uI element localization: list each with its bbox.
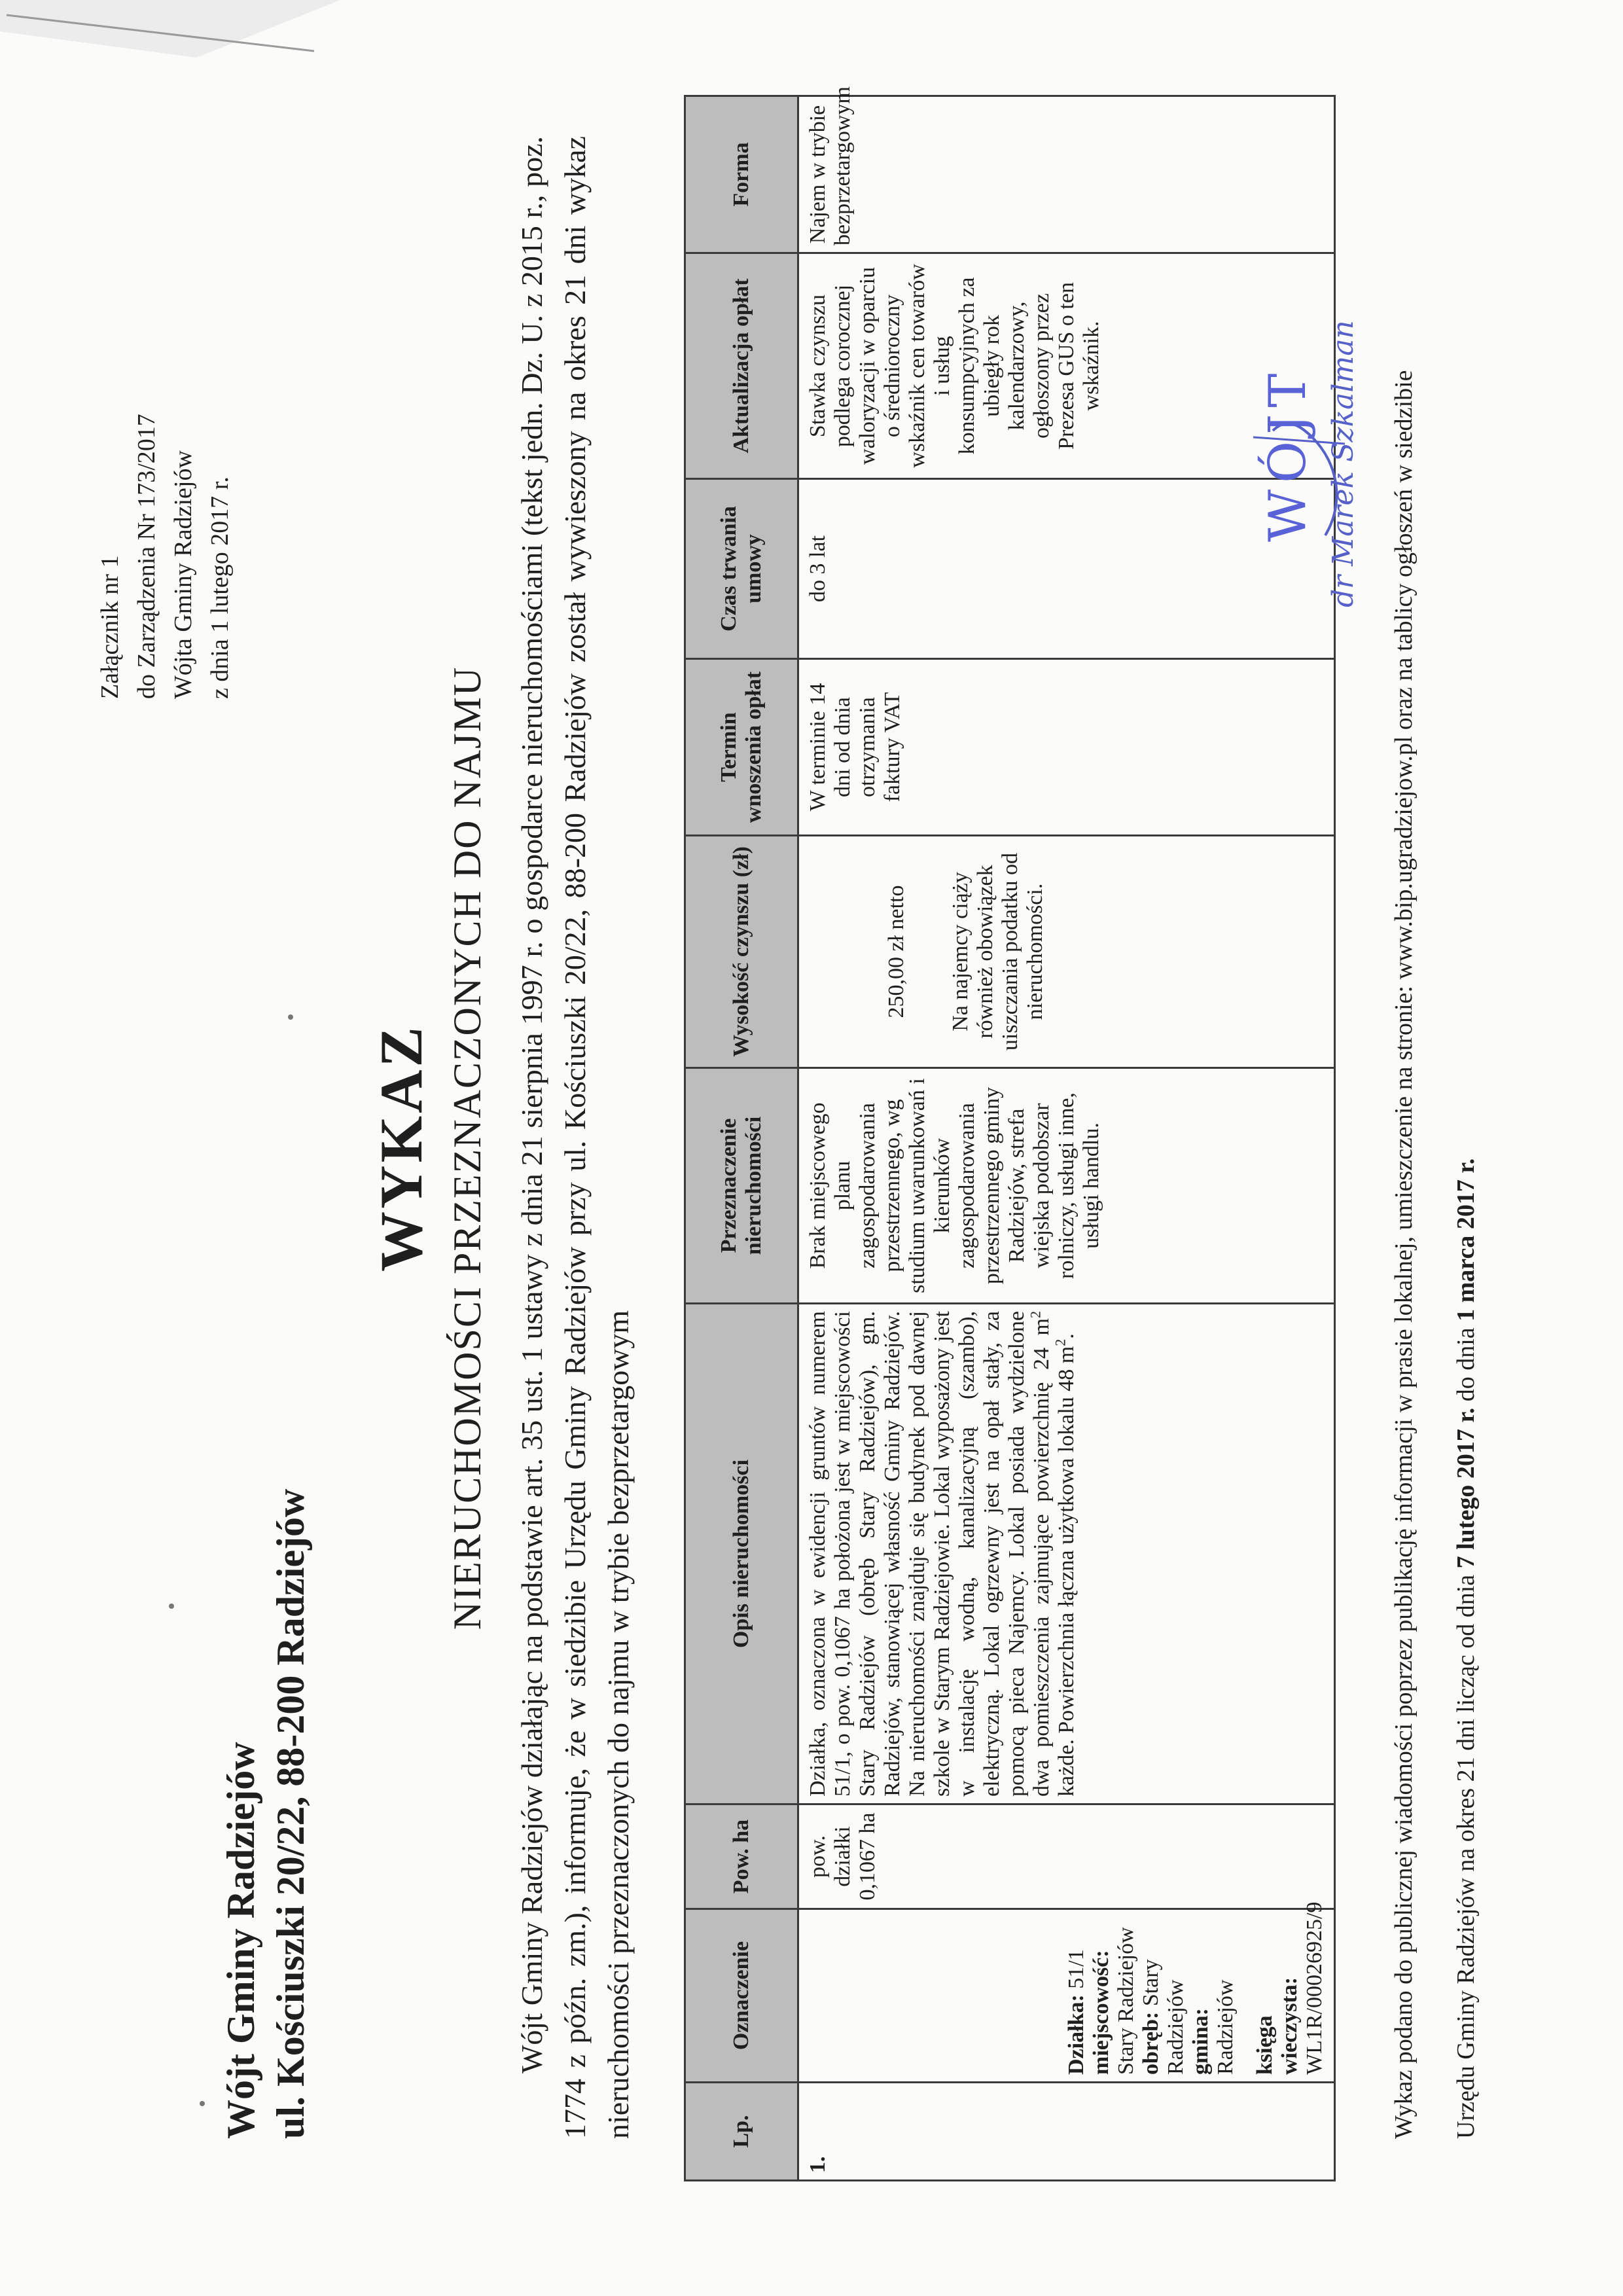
speck xyxy=(200,2101,205,2106)
dzialka-value: 51/1 xyxy=(1064,1949,1088,1995)
office-name: Wójt Gminy Radziejów xyxy=(219,1742,262,2139)
col-header-aktualizacja: Aktualizacja opłat xyxy=(685,253,798,479)
opis-sup: 2 xyxy=(1052,1338,1069,1346)
publication-period xyxy=(1450,110,1482,2139)
col-header-forma: Forma xyxy=(685,96,798,253)
ksiega-label: księga wieczysta: xyxy=(1253,1977,1302,2075)
col-header-lp: Lp. xyxy=(685,2083,798,2181)
speck xyxy=(288,1014,293,1020)
document-title: WYKAZ xyxy=(368,1024,435,1272)
attachment-line: Załącznik nr 1 xyxy=(96,555,124,699)
col-header-opis: Opis nieruchomości xyxy=(685,1304,798,1804)
obreb-value: Stary Radziejów xyxy=(1139,1959,1188,2075)
office-header xyxy=(216,1092,315,2139)
cell-oznaczenie xyxy=(798,1901,1335,2083)
attachment-line: do Zarządzenia Nr 173/2017 xyxy=(133,414,160,699)
dzialka-label: Działka: xyxy=(1064,1994,1088,2075)
signature-name: dr Marek Szkalman xyxy=(1327,320,1360,607)
cell-aktualizacja: Stawka czynszu podlega corocznej waloryzacji w oparciu o średnioroczny wskaźnik cen towarów i usług konsumpcyjnych za ubiegły rok kalendarzowy, ogłoszony przez Prezesa GUS o ten wskaźnik. xyxy=(798,253,1335,479)
col-header-wysokosc: Wysokość czynszu (zł) xyxy=(685,836,798,1068)
cell-wysokosc xyxy=(798,836,1335,1068)
cell-termin: W terminie 14 dni od dnia otrzymania faktury VAT xyxy=(798,659,1335,836)
intro-paragraph: Wójt Gminy Radziejów działając na podstawie art. 35 ust. 1 ustawy z dnia 21 sierpnia 1997 r. o gospodarce nieruchomościami (tekst jedn. Dz. U. z 2015 r., poz. 1774 z późn. zm.), informuje, że w siedzibie Urzędu Gminy Radziejów przy ul. Kościuszki 20/22, 88-200 Radziejów został wywieszony na okres 21 dni wykaz nieruchomości przeznaczonych do najmu w trybie bezprzetargowym xyxy=(515,136,635,2139)
cell-forma: Najem w trybie bezprzetargowym xyxy=(798,96,1335,253)
cell-pow: pow. działki 0,1067 ha xyxy=(798,1804,1335,1909)
miejscowosc-label: miejscowość: xyxy=(1089,1950,1113,2075)
col-header-czas: Czas trwania umowy xyxy=(685,479,798,659)
gmina-label: gmina: xyxy=(1188,2008,1213,2075)
period-middle: do dnia xyxy=(1452,1321,1480,1408)
col-header-pow: Pow. ha xyxy=(685,1804,798,1909)
miejscowosc-value: Stary Radziejów xyxy=(1114,1927,1138,2075)
opis-text: Działka, oznaczona w ewidencji gruntów numerem 51/1, o pow. 0,1067 ha położona jest w miejscowości Stary Radziejów (obręb Stary Radziejów), gm. Radziejów, stanowiącej własność Gminy Radziejów. Na nieruchomości znajduje się budynek pod dawnej szkole w Starym Radziejowie. Lokal wyposażony jest w instalację wodną, kanalizacyjną (szambo), elektryczną. Lokal ogrzewny jest na opał stały, za pomocą pieca Najemcy. Lokal posiada wydzielone dwa pomieszczenia zajmujące powierzchnię 24 m xyxy=(806,1311,1054,1797)
cell-lp: 1. xyxy=(798,2083,1335,2181)
table-header-row xyxy=(685,96,798,2181)
col-header-przeznaczenie: Przeznaczenie nieruchomości xyxy=(685,1068,798,1304)
col-header-termin: Termin wnoszenia opłat xyxy=(685,659,798,836)
document-subtitle: NIERUCHOMOŚCI PRZEZNACZONYCH DO NAJMU xyxy=(446,666,489,1630)
gmina-value: Radziejów xyxy=(1213,1979,1238,2075)
czynsz-amount: 250,00 zł netto xyxy=(884,885,908,1018)
opis-text: każde. Powierzchnia łączna użytkowa lokalu 48 m xyxy=(1054,1346,1079,1797)
period-prefix: Urzędu Gminy Radziejów na okres 21 dni licząc od dnia xyxy=(1452,1568,1480,2139)
cell-przeznaczenie: Brak miejscowego planu zagospodarowania przestrzennego, wg studium uwarunkowań i kierunków zagospodarowania przestrzennego gminy Radziejów, strefa wiejska podobszar rolniczy, usługi inne, usługi handlu. xyxy=(798,1068,1335,1304)
speck xyxy=(169,1604,174,1609)
office-address: ul. Kościuszki 20/22, 88-200 Radziejów xyxy=(269,1488,312,2139)
obreb-label: obręb: xyxy=(1139,2011,1163,2075)
attachment-header xyxy=(92,71,238,699)
property-table-wrapper xyxy=(684,86,1336,2181)
opis-text: . xyxy=(1054,1333,1079,1339)
attachment-line: Wójta Gminy Radziejów xyxy=(169,450,197,699)
cell-opis xyxy=(798,1304,1335,1804)
signature-title: WÓJT xyxy=(1258,367,1317,542)
attachment-line: z dnia 1 lutego 2017 r. xyxy=(206,476,234,699)
property-table xyxy=(684,86,1336,2181)
col-header-oznaczenie: Oznaczenie xyxy=(685,1909,798,2083)
ksiega-value: WL1R/00026925/9 xyxy=(1302,1901,1327,2075)
publication-note: Wykaz podano do publicznej wiadomości poprzez publikację informacji w prasie lokalnej, umieszczenie na stronie: www.bip.ugradziejow.pl oraz na tablicy ogłoszeń w siedzibie xyxy=(1390,370,1418,2139)
signature-stamp xyxy=(1247,293,1391,634)
period-end: 1 marca 2017 r. xyxy=(1452,1158,1480,1321)
cell-czas: do 3 lat xyxy=(798,479,1335,659)
opis-sup: 2 xyxy=(1027,1311,1044,1318)
period-start: 7 lutego 2017 r. xyxy=(1452,1407,1480,1569)
czynsz-note: Na najemcy ciąży również obowiązek uiszczania podatku od nieruchomości. xyxy=(948,852,1047,1051)
